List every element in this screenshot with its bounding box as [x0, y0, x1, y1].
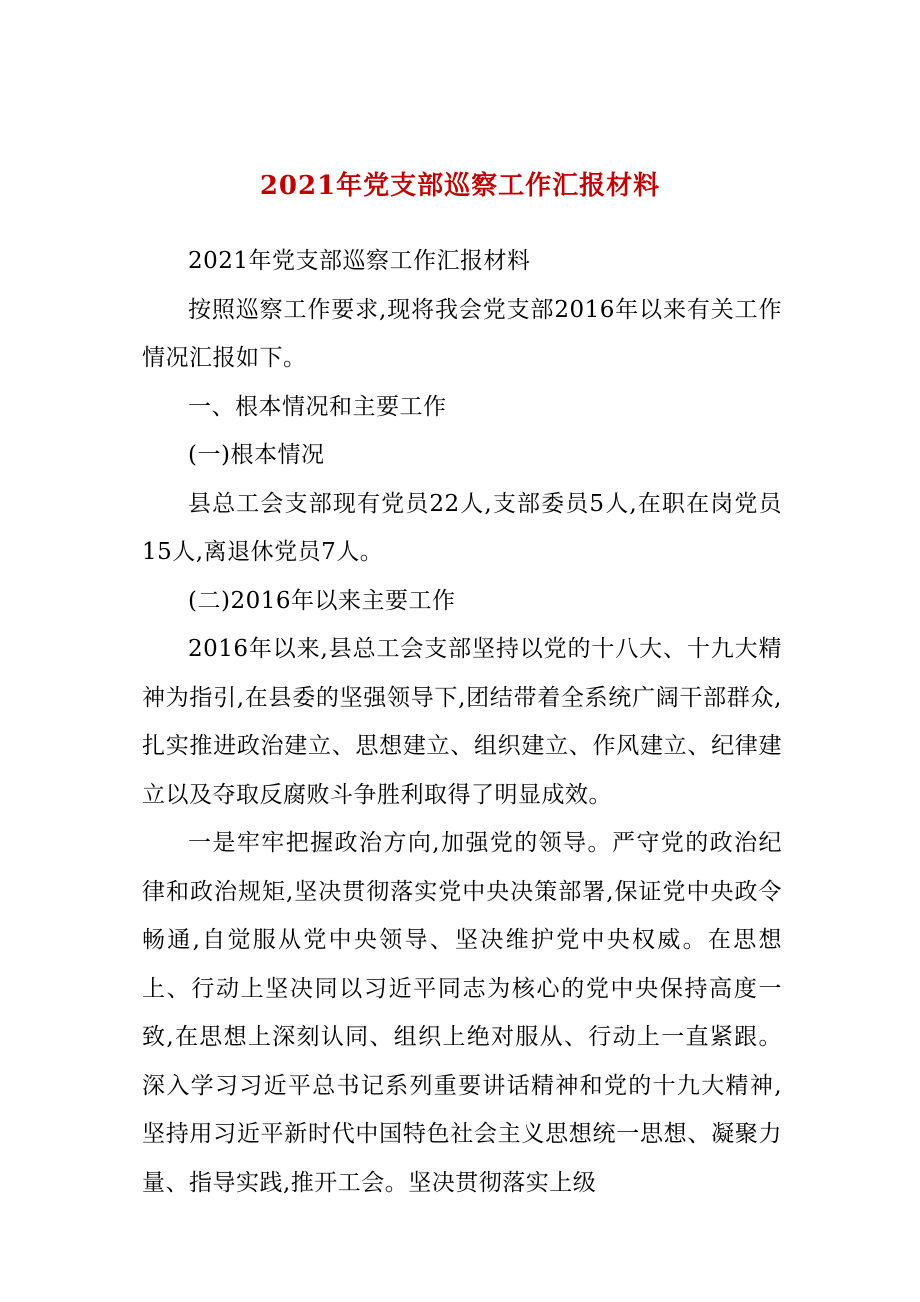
paragraph-subtitle: 2021年党支部巡察工作汇报材料 — [188, 248, 531, 274]
heading-subsection-1: (一)根本情况 — [188, 442, 325, 468]
heading-subsection-2: (二)2016年以来主要工作 — [188, 587, 456, 614]
heading-section-1: 一、根本情况和主要工作 — [188, 393, 447, 420]
document-body — [142, 237, 782, 1207]
paragraph-intro: 按照巡察工作要求,现将我会党支部2016年以来有关工作情况汇报如下。 — [142, 296, 782, 371]
paragraph-main-work: 2016年以来,县总工会支部坚持以党的十八大、十九大精神为指引,在县委的坚强领导下,团结带着全系统广阔干部群众,扎实推进政治建立、思想建立、组织建立、作风建立、纪律建立以及夺取反腐败斗争胜利取得了明显成效。 — [142, 636, 782, 808]
document-title: 2021年党支部巡察工作汇报材料 — [259, 171, 661, 201]
paragraph-point-1: 一是牢牢把握政治方向,加强党的领导。严守党的政治纪律和政治规矩,坚决贯彻落实党中央决策部署,保证党中央政令畅通,自觉服从党中央领导、坚决维护党中央权威。在思想上、行动上坚决同以习近平同志为核心的党中央保持高度一致,在思想上深刻认同、组织上绝对服从、行动上一直紧跟。深入学习习近平总书记系列重要讲话精神和党的十九大精神,坚持用习近平新时代中国特色社会主义思想统一思想、凝聚力量、指导实践,推开工会。坚决贯彻落实上级 — [142, 830, 782, 1196]
paragraph-basic-info: 县总工会支部现有党员22人,支部委员5人,在职在岗党员15人,离退休党员7人。 — [142, 490, 782, 565]
